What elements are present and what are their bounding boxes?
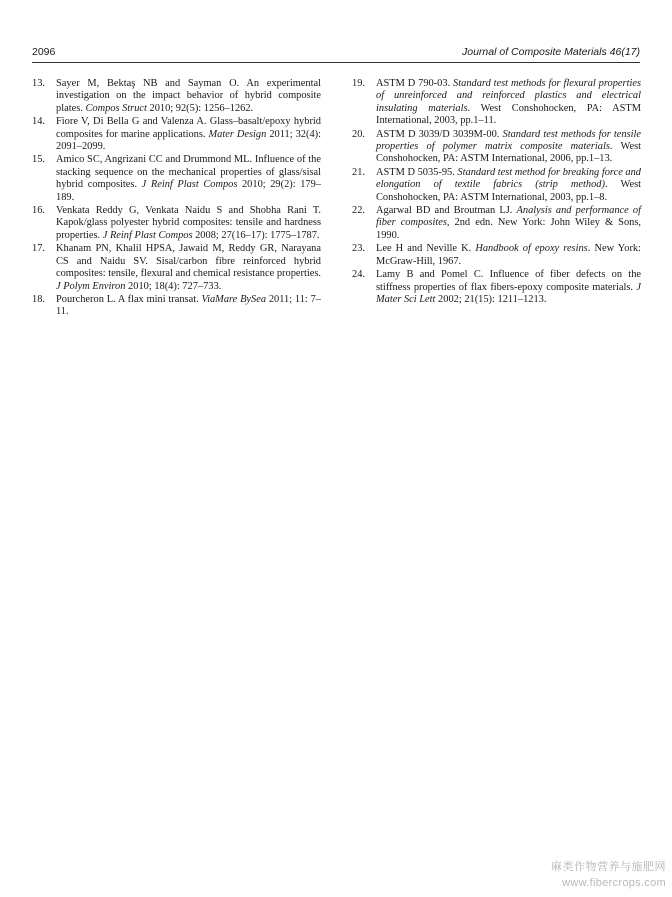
watermark-url: www.fibercrops.com [562,877,666,889]
reference-text: Sayer M, Bektaş NB and Sayman O. An experimental investigation on the impact behavior of hybrid composite plates. [56,78,321,114]
reference-text: Lamy B and Pomel C. Influence of fiber defects on the stiffness properties of flax fibers-epoxy composite materials. [376,269,641,293]
reference-number: 21. [352,166,365,178]
reference-column-right [352,78,641,307]
journal-title: Journal of Composite Materials 46(17) [462,46,640,58]
reference-number: 16. [32,205,45,217]
reference-number: 23. [352,243,365,255]
reference-source: Compos Struct [85,102,147,114]
reference-item [352,129,641,166]
reference-number: 15. [32,154,45,166]
reference-item [32,243,321,293]
reference-number: 14. [32,116,45,128]
reference-item [32,154,321,204]
reference-item [352,269,641,306]
reference-column-left [32,78,321,320]
header-rule [32,62,640,63]
reference-text: Fiore V, Di Bella G and Valenza A. Glass–basalt/epoxy hybrid composites for marine applications. [56,116,321,140]
reference-text: Amico SC, Angrizani CC and Drummond ML. Influence of the stacking sequence on the mechanical properties of glass/sisal hybrid composites. [56,154,321,191]
reference-item [32,78,321,115]
reference-text: Agarwal BD and Broutman LJ. [376,205,517,217]
reference-source: Handbook of epoxy resins [475,243,588,255]
page-number: 2096 [32,46,56,58]
reference-text: , 2nd edn. New York: John Wiley & Sons, 1990. [376,217,641,241]
reference-text: 2008; 27(16–17): 1775–1787. [192,229,320,241]
watermark-chinese: 麻类作物营养与施肥网 [551,860,666,873]
reference-source: J Reinf Plast Compos [141,179,238,191]
reference-text: ASTM D 3039/D 3039M-00. [376,128,503,140]
reference-text: . West Conshohocken, PA: ASTM International, 2003, pp.1–8. [376,179,642,203]
reference-text: Venkata Reddy G, Venkata Naidu S and Shobha Rani T. Kapok/glass polyester hybrid composites: tensile and hardness properties. [56,205,321,241]
reference-source: J Mater Sci Lett [376,281,641,305]
reference-number: 18. [32,293,45,305]
reference-text: 2002; 21(15): 1211–1213. [435,293,547,305]
reference-text: 2010; 29(2): 179–189. [56,179,321,203]
reference-text: 2010; 92(5): 1256–1262. [146,102,254,114]
reference-text: 2010; 18(4): 727–733. [125,280,222,292]
reference-source: Standard test methods for tensile properties of polymer matrix composite materials [376,128,642,153]
reference-item [352,243,641,268]
reference-item [352,78,641,128]
reference-text: ASTM D 5035-95. [376,166,458,178]
reference-text: Khanam PN, Khalil HPSA, Jawaid M, Reddy GR, Narayana CS and Naidu SV. Sisal/carbon fibre reinforced hybrid composites: tensile, flexural and chemical resistance properties. [56,243,321,280]
reference-text: . West Conshohocken, PA: ASTM International, 2003, pp.1–11. [376,102,641,127]
reference-text: Lee H and Neville K. [376,243,476,255]
reference-source: Mater Design [208,128,267,140]
reference-item [352,167,641,204]
reference-number: 20. [352,128,365,140]
reference-number: 22. [352,205,365,217]
reference-source: J Polym Environ [56,280,126,292]
reference-text: ASTM D 790-03. [376,78,454,89]
reference-source: Standard test method for breaking force and elongation of textile fabrics (strip method) [376,166,641,191]
reference-item [32,294,321,319]
reference-text: . New York: McGraw-Hill, 1967. [376,243,641,267]
reference-number: 19. [352,78,365,89]
reference-text: 2011; 11: 7–11. [56,293,322,318]
reference-number: 13. [32,78,45,89]
reference-text: 2011; 32(4): 2091–2099. [56,128,321,153]
reference-text: Pourcheron L. A flax mini transat. [56,293,202,305]
running-header [32,44,640,60]
reference-number: 17. [32,243,45,255]
reference-item [352,205,641,242]
reference-source: Analysis and performance of fiber composites [376,205,641,229]
reference-number: 24. [352,269,365,281]
reference-item [32,205,321,242]
reference-item [32,116,321,153]
reference-source: Standard test methods for flexural properties of unreinforced and reinforced plastics and electrical insulating materials [376,78,641,114]
reference-text: . West Conshohocken, PA: ASTM International, 2006, pp.1–13. [376,141,641,165]
reference-source: ViaMare BySea [201,293,267,305]
reference-source: J Reinf Plast Compos [102,229,193,241]
